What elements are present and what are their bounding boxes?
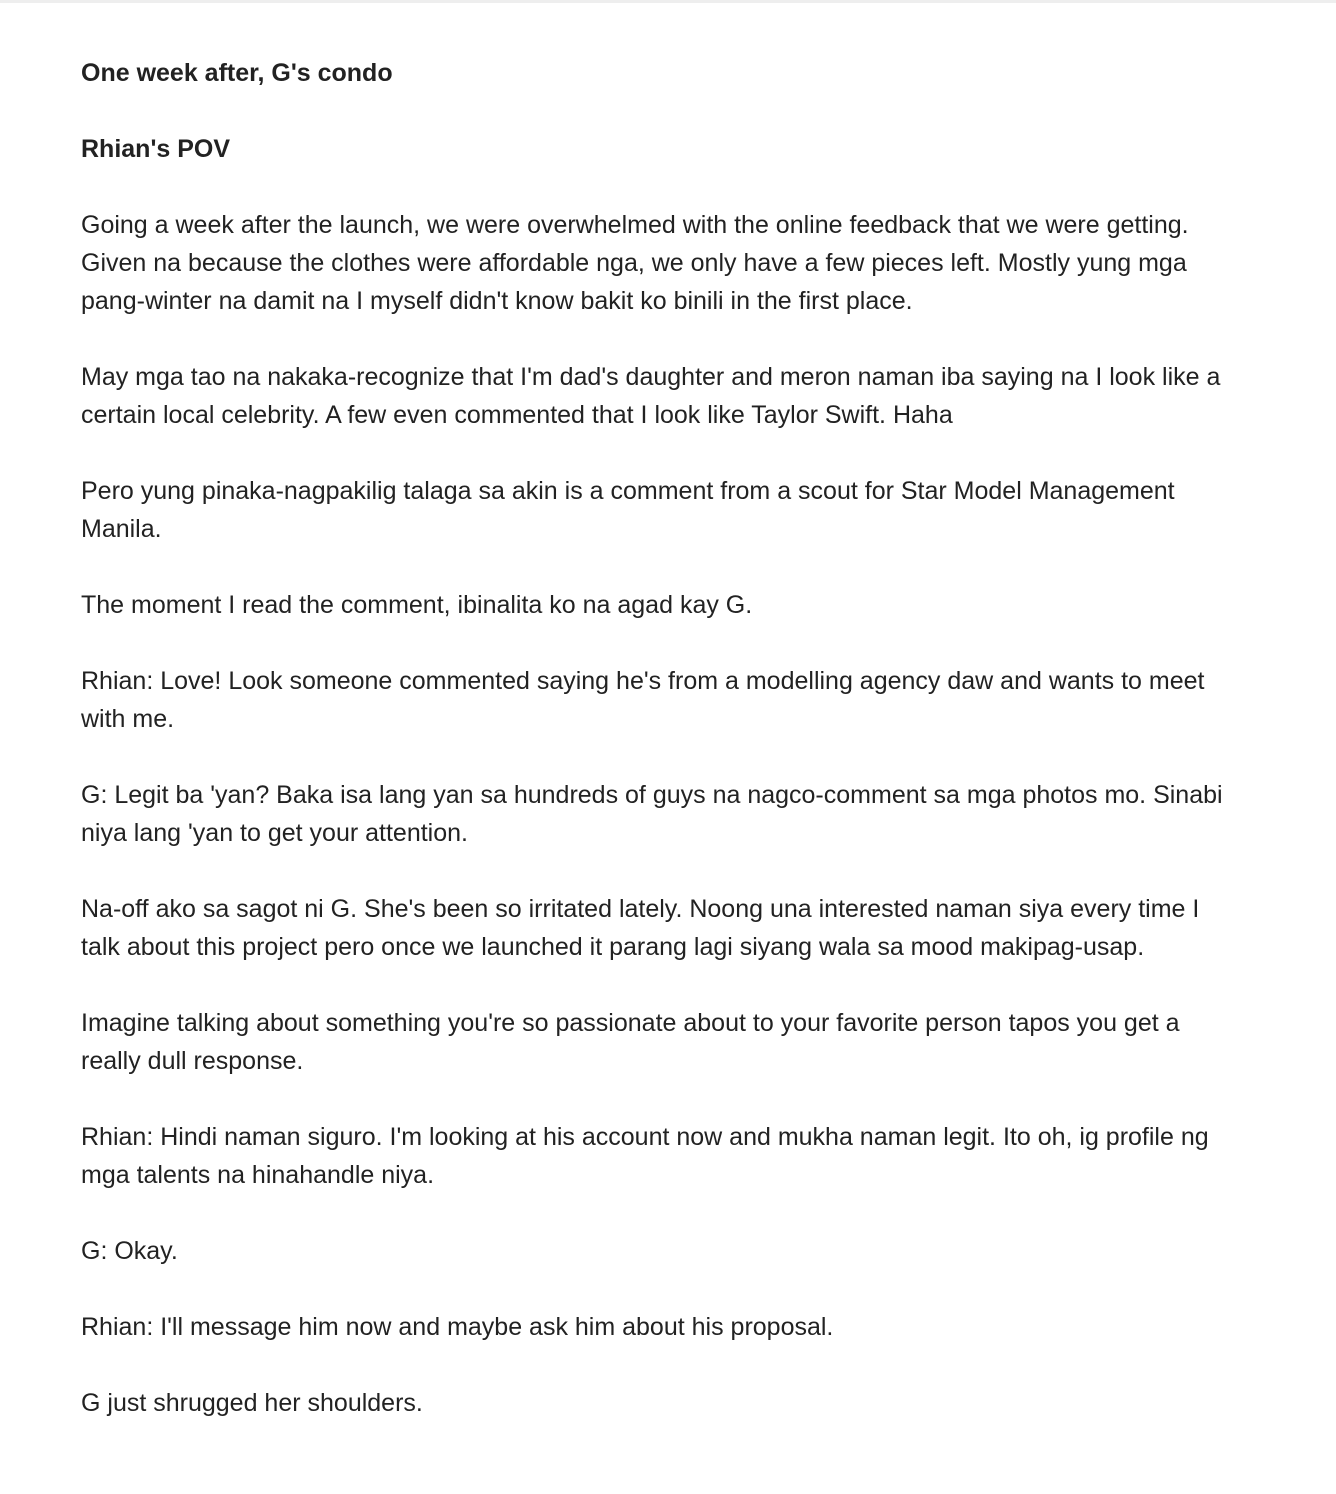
pov-heading: Rhian's POV (81, 135, 231, 163)
story-paragraph: Pero yung pinaka-nagpakilig talaga sa akin is a comment from a scout for Star Model Management Manila. (81, 477, 1175, 543)
scene-heading: One week after, G's condo (81, 59, 393, 87)
dialogue-line: Rhian: Hindi naman siguro. I'm looking at his account now and mukha naman legit. Ito oh, ig profile ng mga talents na hinahandle niya. (81, 1123, 1209, 1189)
dialogue-line: Rhian: I'll message him now and maybe ask him about his proposal. (81, 1313, 834, 1341)
story-paragraph: Imagine talking about something you're so passionate about to your favorite person tapos you get a really dull response. (81, 1009, 1180, 1075)
dialogue-line: Rhian: Love! Look someone commented saying he's from a modelling agency daw and wants to meet with me. (81, 667, 1205, 733)
story-paragraph: The moment I read the comment, ibinalita ko na agad kay G. (81, 591, 753, 619)
story-paragraph: Going a week after the launch, we were overwhelmed with the online feedback that we were getting. Given na because the clothes were affordable nga, we only have a few pieces left. Mostly yung mga pang-winter na damit na I myself didn't know bakit ko binili in the first place. (81, 211, 1189, 315)
story-paragraph: May mga tao na nakaka-recognize that I'm dad's daughter and meron naman iba saying na I look like a certain local celebrity. A few even commented that I look like Taylor Swift. Haha (81, 363, 1221, 429)
dialogue-line: G: Okay. (81, 1237, 178, 1265)
story-content (81, 54, 1241, 1460)
story-paragraph: Na-off ako sa sagot ni G. She's been so irritated lately. Noong una interested naman siya every time I talk about this project pero once we launched it parang lagi siyang wala sa mood makipag-usap. (81, 895, 1200, 961)
story-paragraph: G just shrugged her shoulders. (81, 1389, 423, 1417)
top-divider (0, 0, 1336, 3)
dialogue-line: G: Legit ba 'yan? Baka isa lang yan sa hundreds of guys na nagco-comment sa mga photos mo. Sinabi niya lang 'yan to get your attention. (81, 781, 1223, 847)
